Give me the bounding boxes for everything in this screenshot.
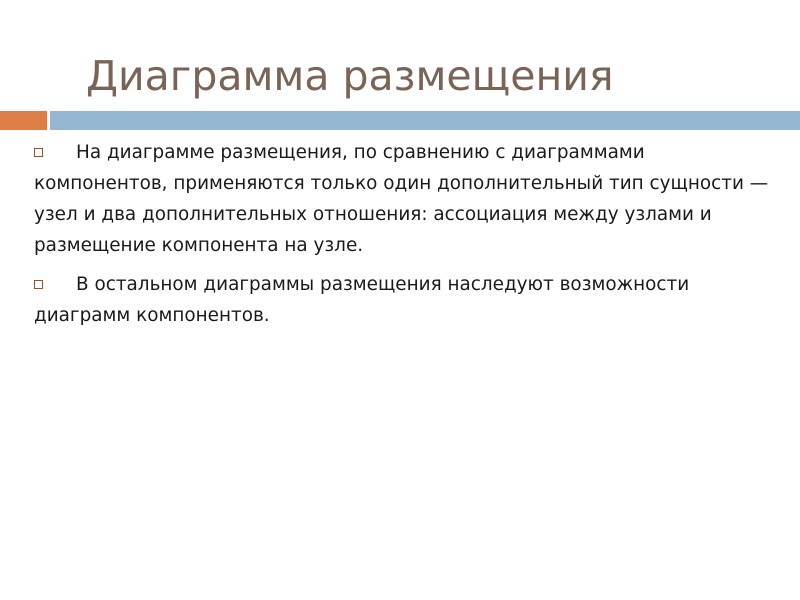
bullet-text: В остальном диаграммы размещения наследуют возможности диаграмм компонентов.	[34, 274, 690, 326]
square-bullet-icon	[34, 280, 43, 289]
slide-title: Диаграмма размещения	[86, 52, 614, 100]
bullet-item	[34, 269, 774, 331]
bullet-item	[34, 137, 774, 261]
title-divider-bar	[50, 111, 800, 130]
square-bullet-icon	[34, 148, 43, 157]
bullet-text: На диаграмме размещения, по сравнению с диаграммами компонентов, применяются только один дополнительный тип сущности — узел и два дополнительных отношения: ассоциация между узлами и размещение компонента на узле.	[34, 142, 769, 256]
slide-body	[34, 137, 774, 339]
title-accent-bar	[0, 111, 47, 130]
